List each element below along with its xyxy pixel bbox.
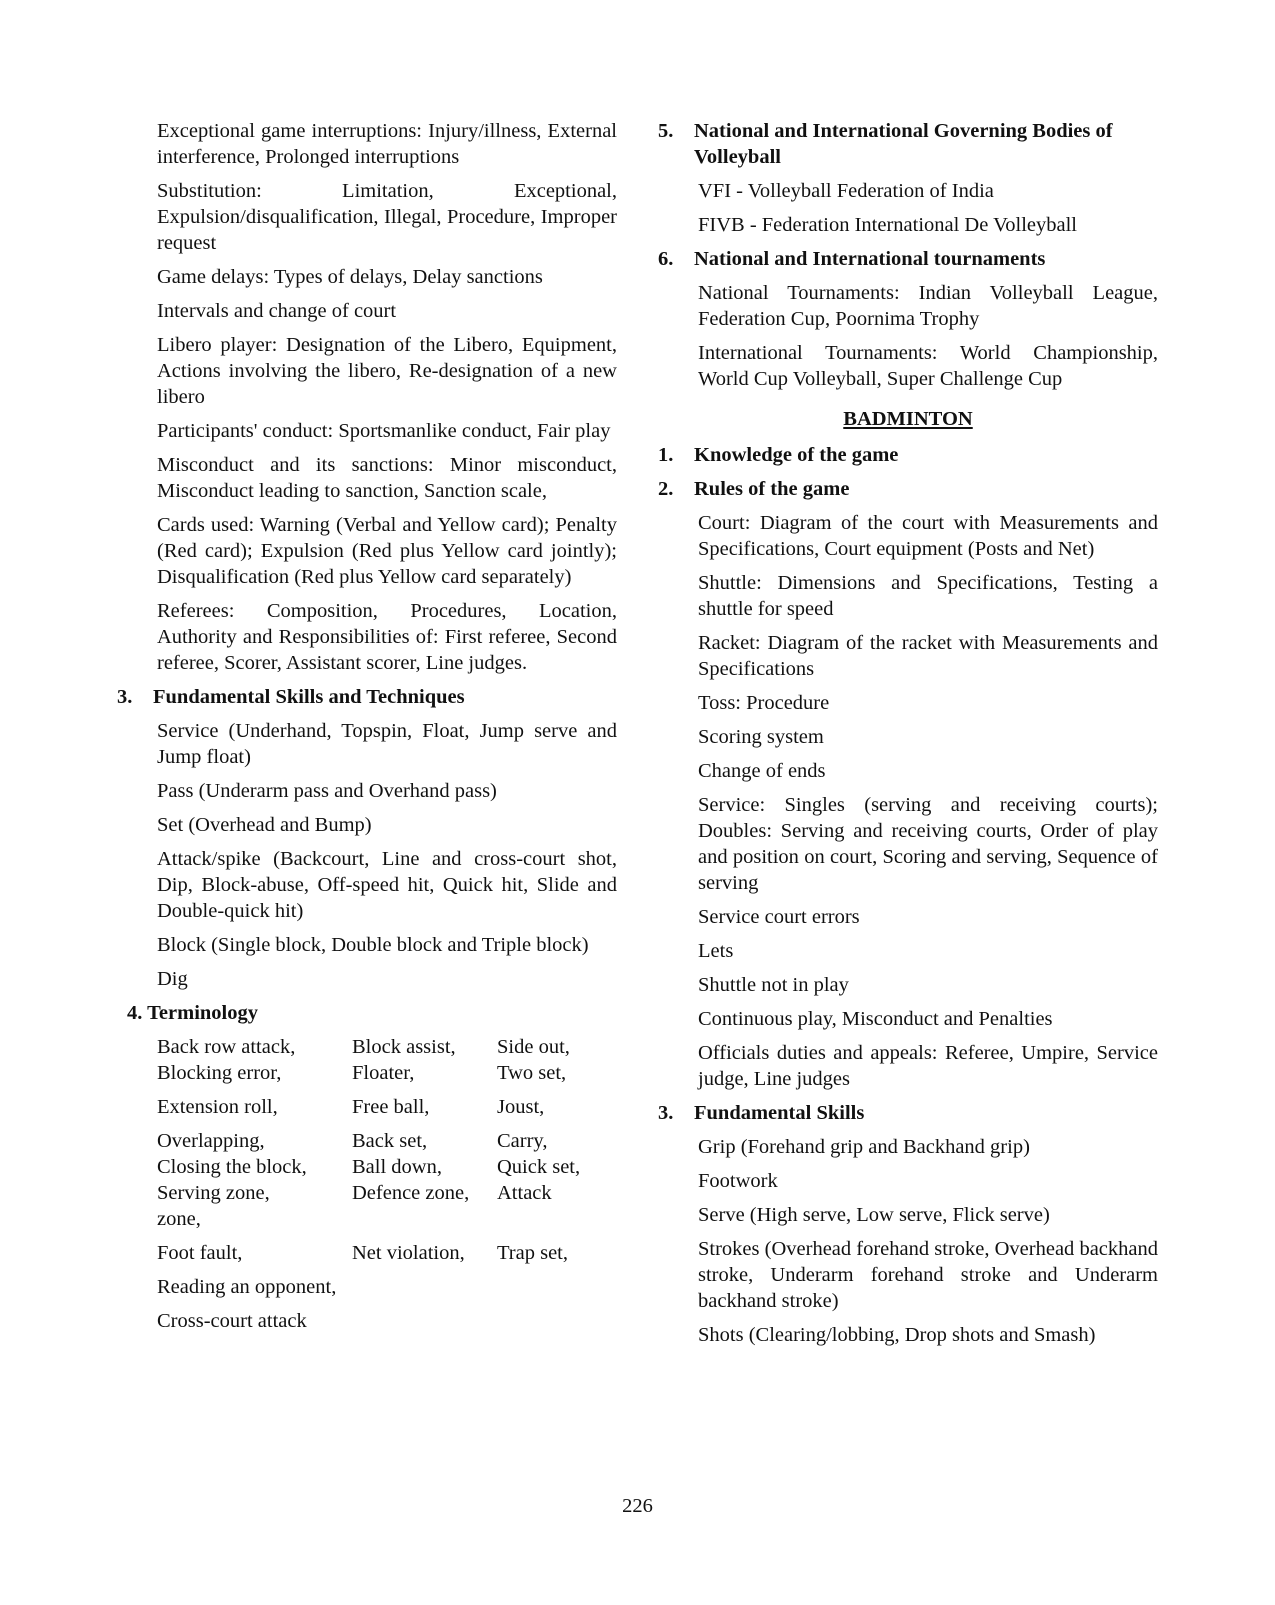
badminton-1-heading <box>658 442 1158 468</box>
badminton-2-title: Rules of the game <box>694 478 850 500</box>
badminton-2-heading <box>658 476 1158 502</box>
skill-block: Block (Single block, Double block and Triple block) <box>157 934 589 956</box>
badminton-1-number: 1. <box>658 444 674 466</box>
rule-service-errors: Service court errors <box>698 906 860 928</box>
para-intervals: Intervals and change of court <box>157 300 397 322</box>
rule-service: Service: Singles (serving and receiving courts); Doubles: Serving and receiving courts, Order of play and position on court, Scoring and serving, Sequence of serving <box>698 794 1158 894</box>
rule-scoring: Scoring system <box>698 726 824 748</box>
terminology-grid <box>117 1034 617 1266</box>
section-3-number: 3. <box>117 686 133 708</box>
skill-dig: Dig <box>157 968 188 990</box>
terminology-cell: Back row attack, Blocking error, <box>157 1036 296 1084</box>
skill-service: Service (Underhand, Topspin, Float, Jump serve and Jump float) <box>157 720 617 768</box>
section-6-title: National and International tournaments <box>694 248 1046 270</box>
terminology-cell: Overlapping, Closing the block, Serving zone, zone, <box>157 1130 307 1230</box>
para-misconduct: Misconduct and its sanctions: Minor misconduct, Misconduct leading to sanction, Sanction scale, <box>157 454 617 502</box>
bskill-strokes: Strokes (Overhead forehand stroke, Overhead backhand stroke, Underarm forehand stroke and Underarm backhand stroke) <box>698 1238 1158 1312</box>
rule-racket: Racket: Diagram of the racket with Measurements and Specifications <box>698 632 1158 680</box>
bskill-footwork: Footwork <box>698 1170 778 1192</box>
tournaments-international: International Tournaments: World Championship, World Cup Volleyball, Super Challenge Cup <box>698 342 1158 390</box>
terminology-cell: Free ball, <box>352 1096 430 1118</box>
terminology-row <box>157 1034 617 1086</box>
left-column <box>117 118 617 1342</box>
rule-shuttle: Shuttle: Dimensions and Specifications, Testing a shuttle for speed <box>698 572 1158 620</box>
term-cross-court-attack: Cross-court attack <box>157 1310 307 1332</box>
rule-court: Court: Diagram of the court with Measurements and Specifications, Court equipment (Posts and Net) <box>698 512 1158 560</box>
rule-shuttle-not-in-play: Shuttle not in play <box>698 974 849 996</box>
terminology-row <box>157 1094 617 1120</box>
rule-continuous-play: Continuous play, Misconduct and Penalties <box>698 1008 1053 1030</box>
terminology-cell: Net violation, <box>352 1242 465 1264</box>
badminton-3-title: Fundamental Skills <box>694 1102 865 1124</box>
badminton-title: BADMINTON <box>843 408 973 430</box>
tournaments-national: National Tournaments: Indian Volleyball League, Federation Cup, Poornima Trophy <box>698 282 1158 330</box>
terminology-row <box>157 1128 617 1232</box>
para-game-delays: Game delays: Types of delays, Delay sanctions <box>157 266 543 288</box>
para-interruptions: Exceptional game interruptions: Injury/illness, External interference, Prolonged interruptions <box>157 120 617 168</box>
section-5-title: National and International Governing Bodies of Volleyball <box>694 120 1113 168</box>
section-5-heading <box>658 118 1158 170</box>
terminology-cell: Extension roll, <box>157 1096 278 1118</box>
term-reading-opponent: Reading an opponent, <box>157 1276 337 1298</box>
rule-toss: Toss: Procedure <box>698 692 830 714</box>
terminology-cell: Trap set, <box>497 1242 568 1264</box>
para-substitution: Substitution: Limitation, Exceptional, Expulsion/disqualification, Illegal, Procedure, Improper request <box>157 180 617 254</box>
bskill-grip: Grip (Forehand grip and Backhand grip) <box>698 1136 1030 1158</box>
para-conduct: Participants' conduct: Sportsmanlike conduct, Fair play <box>157 420 611 442</box>
body-vfi: VFI - Volleyball Federation of India <box>698 180 994 202</box>
section-5-number: 5. <box>658 120 674 142</box>
terminology-cell: Foot fault, <box>157 1242 243 1264</box>
para-referees: Referees: Composition, Procedures, Location, Authority and Responsibilities of: First referee, Second referee, Scorer, Assistant scorer, Line judges. <box>157 600 617 674</box>
badminton-2-number: 2. <box>658 478 674 500</box>
terminology-cell: Joust, <box>497 1096 545 1118</box>
section-3-heading <box>117 684 617 710</box>
section-3-title: Fundamental Skills and Techniques <box>153 686 465 708</box>
page-number: 226 <box>622 1495 653 1517</box>
section-4-title: 4. Terminology <box>127 1002 258 1024</box>
rule-officials: Officials duties and appeals: Referee, Umpire, Service judge, Line judges <box>698 1042 1158 1090</box>
badminton-1-title: Knowledge of the game <box>694 444 899 466</box>
rule-lets: Lets <box>698 940 734 962</box>
badminton-3-heading <box>658 1100 1158 1126</box>
skill-attack: Attack/spike (Backcourt, Line and cross-court shot, Dip, Block-abuse, Off-speed hit, Quick hit, Slide and Double-quick hit) <box>157 848 617 922</box>
skill-set: Set (Overhead and Bump) <box>157 814 372 836</box>
badminton-3-number: 3. <box>658 1102 674 1124</box>
section-6-heading <box>658 246 1158 272</box>
terminology-cell: Block assist, Floater, <box>352 1036 456 1084</box>
terminology-row <box>157 1240 617 1266</box>
right-column <box>658 118 1158 1356</box>
section-6-number: 6. <box>658 248 674 270</box>
terminology-cell: Back set, Ball down, Defence zone, <box>352 1130 470 1204</box>
para-libero: Libero player: Designation of the Libero, Equipment, Actions involving the libero, Re-designation of a new libero <box>157 334 617 408</box>
skill-pass: Pass (Underarm pass and Overhand pass) <box>157 780 497 802</box>
bskill-shots: Shots (Clearing/lobbing, Drop shots and Smash) <box>698 1324 1096 1346</box>
terminology-cell: Side out, Two set, <box>497 1036 570 1084</box>
para-cards: Cards used: Warning (Verbal and Yellow card); Penalty (Red card); Expulsion (Red plus Yellow card jointly); Disqualification (Red plus Yellow card separately) <box>157 514 617 588</box>
terminology-cell: Carry, Quick set, Attack <box>497 1130 581 1204</box>
bskill-serve: Serve (High serve, Low serve, Flick serve) <box>698 1204 1050 1226</box>
rule-change-ends: Change of ends <box>698 760 826 782</box>
body-fivb: FIVB - Federation International De Volleyball <box>698 214 1077 236</box>
